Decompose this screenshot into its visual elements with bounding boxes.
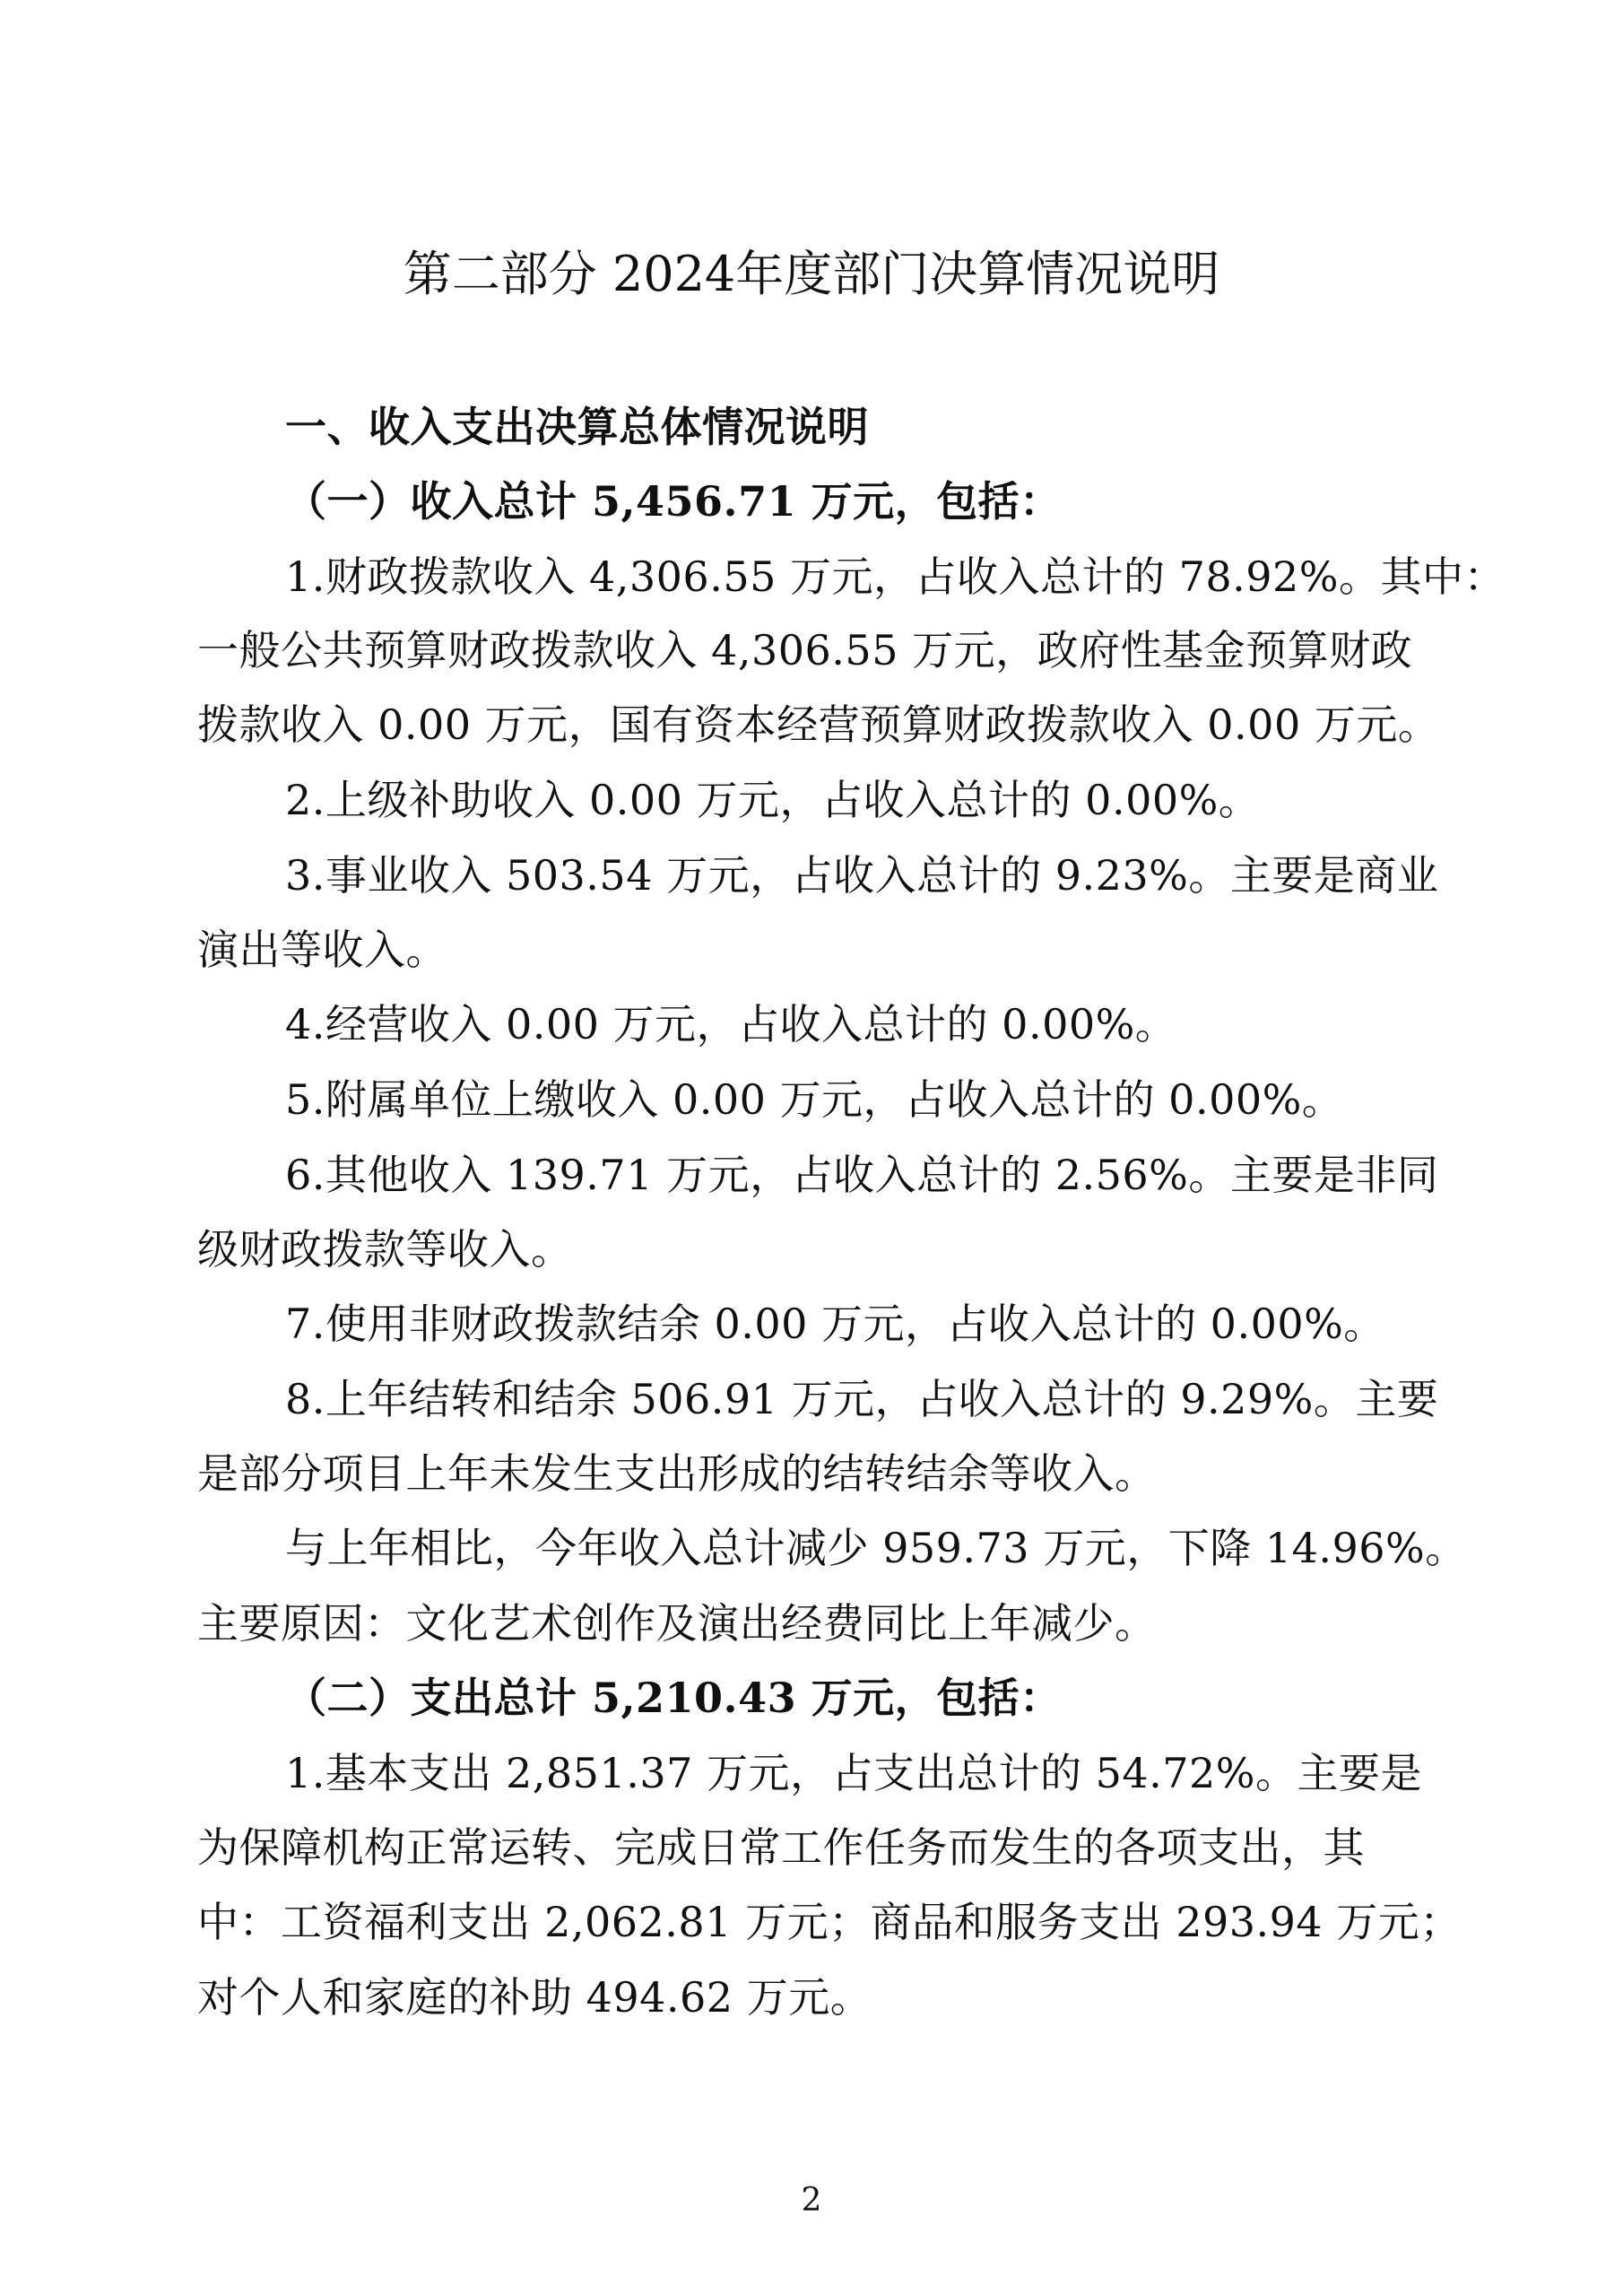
income-item-1-line-3: 拨款收入 0.00 万元，国有资本经营预算财政拨款收入 0.00 万元。 <box>197 700 1440 749</box>
income-compare-line-1: 与上年相比，今年收入总计减少 959.73 万元，下降 14.96%。 <box>285 1524 1467 1572</box>
income-item-1-line-1: 1.财政拨款收入 4,306.55 万元，占收入总计的 78.92%。其中： <box>285 552 1506 601</box>
income-item-6-line-1: 6.其他收入 139.71 万元，占收入总计的 2.56%。主要是非同 <box>285 1151 1439 1199</box>
page-title: 第二部分 2024年度部门决算情况说明 <box>403 246 1220 302</box>
income-item-1-line-2: 一般公共预算财政拨款收入 4,306.55 万元，政府性基金预算财政 <box>197 626 1413 674</box>
expense-item-1-line-1: 1.基本支出 2,851.37 万元，占支出总计的 54.72%。主要是 <box>285 1749 1422 1797</box>
income-item-2: 2.上级补助收入 0.00 万元，占收入总计的 0.00%。 <box>285 776 1261 824</box>
income-item-3-line-1: 3.事业收入 503.54 万元，占收入总计的 9.23%。主要是商业 <box>285 851 1439 900</box>
expense-item-1-line-3: 中：工资福利支出 2,062.81 万元；商品和服务支出 293.94 万元； <box>197 1898 1462 1946</box>
income-item-5: 5.附属单位上缴收入 0.00 万元，占收入总计的 0.00%。 <box>285 1075 1344 1124</box>
income-item-7: 7.使用非财政拨款结余 0.00 万元，占收入总计的 0.00%。 <box>285 1300 1385 1348</box>
expense-heading: （二）支出总计 5,210.43 万元，包括： <box>285 1674 1062 1722</box>
income-item-3-line-2: 演出等收入。 <box>197 926 447 974</box>
expense-item-1-line-4: 对个人和家庭的补助 494.62 万元。 <box>197 1973 872 2022</box>
expense-item-1-line-2: 为保障机构正常运转、完成日常工作任务而发生的各项支出，其 <box>197 1823 1365 1872</box>
income-item-8-line-2: 是部分项目上年未发生支出形成的结转结余等收入。 <box>197 1449 1157 1498</box>
income-heading: （一）收入总计 5,456.71 万元，包括： <box>285 477 1062 526</box>
income-item-6-line-2: 级财政拨款等收入。 <box>197 1225 573 1274</box>
section-heading: 一、收入支出决算总体情况说明 <box>285 403 869 451</box>
income-item-8-line-1: 8.上年结转和结余 506.91 万元，占收入总计的 9.29%。主要 <box>285 1375 1439 1423</box>
page-number: 2 <box>801 2182 822 2219</box>
income-compare-line-2: 主要原因：文化艺术创作及演出经费同比上年减少。 <box>197 1599 1157 1648</box>
income-item-4: 4.经营收入 0.00 万元，占收入总计的 0.00%。 <box>285 1000 1177 1048</box>
